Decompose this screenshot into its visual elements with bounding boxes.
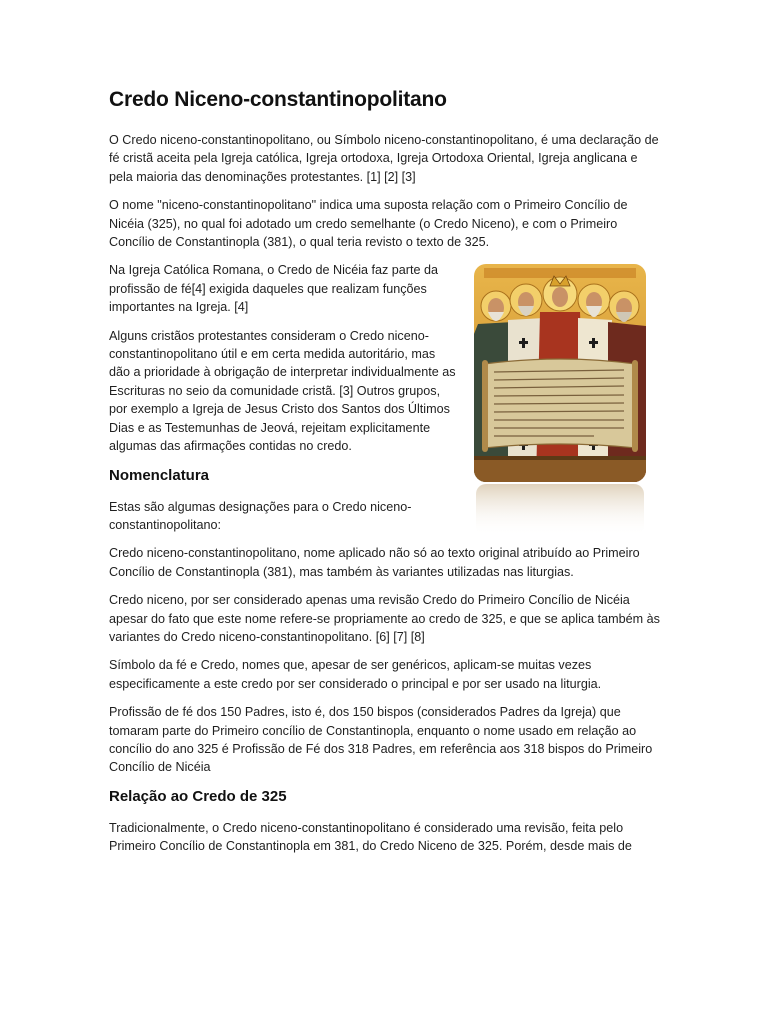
section-heading-nomenclatura: Nomenclatura xyxy=(109,466,210,484)
council-of-nicaea-icon xyxy=(474,264,646,536)
paragraph: O Credo niceno-constantinopolitano, ou Símbolo niceno-constantinopolitano, é uma declaração de fé cristã aceita pela Igreja católica, Igreja ortodoxa, Igreja Ortodoxa Oriental, Igreja anglicana e pela maioria das denominações protestantes. [1] [2] [3] xyxy=(109,133,659,184)
section-heading-relacao: Relação ao Credo de 325 xyxy=(109,787,287,805)
paragraph: Credo niceno-constantinopolitano, nome aplicado não só ao texto original atribuído ao Primeiro Concílio de Constantinopla (381), mas também às variantes utilizadas nas liturgias. xyxy=(109,546,640,579)
page-title: Credo Niceno-constantinopolitano xyxy=(109,88,447,111)
paragraph: Profissão de fé dos 150 Padres, isto é, dos 150 bispos (considerados Padres da Igreja) que tomaram parte do Primeiro concílio de Constantinopla, enquanto o nome usado em relação ao concílio do ano 325 é Profissão de Fé dos 318 Padres, em referência aos 318 bispos do Primeiro Concílio de Nicéia xyxy=(109,705,653,775)
paragraph: Na Igreja Católica Romana, o Credo de Nicéia faz parte da profissão de fé[4] exigida daqueles que realizam funções importantes na Igreja. [4] xyxy=(109,263,439,315)
paragraph: Tradicionalmente, o Credo niceno-constantinopolitano é considerado uma revisão, feita pelo Primeiro Concílio de Constantinopla em 381, do Credo Niceno de 325. Porém, desde mais de xyxy=(109,820,632,854)
paragraph: O nome "niceno-constantinopolitano" indica uma suposta relação com o Primeiro Concílio de Nicéia (325), no qual foi adotado um credo semelhante (o Credo Niceno), e com o Primeiro Concílio de Constantinopla (381), o qual teria revisto o texto de 325. xyxy=(109,198,628,250)
paragraph: Credo niceno, por ser considerado apenas uma revisão Credo do Primeiro Concílio de Nicéia apesar do fato que este nome refere-se propriamente ao credo de 325, e que se aplica também às variantes do Credo niceno-constantinopolitano. [6] [7] [8] xyxy=(109,593,660,644)
paragraph: Alguns cristãos protestantes consideram o Credo niceno-constantinopolitano útil e em certa medida autoritário, mas dão a prioridade à obrigação de interpretar individualmente as Escrituras no seio da comunidade cristã. [3] Outros grupos, por exemplo a Igreja de Jesus Cristo dos Santos dos Últimos Dias e as Testemunhas de Jeová, rejeitam explicitamente algumas das afirmações contidas no credo. xyxy=(109,328,456,454)
paragraph: Estas são algumas designações para o Credo niceno-constantinopolitano: xyxy=(109,499,412,532)
paragraph: Símbolo da fé e Credo, nomes que, apesar de ser genéricos, aplicam-se muitas vezes especificamente a este credo por ser considerado o principal e por ser usado na liturgia. xyxy=(109,658,602,691)
